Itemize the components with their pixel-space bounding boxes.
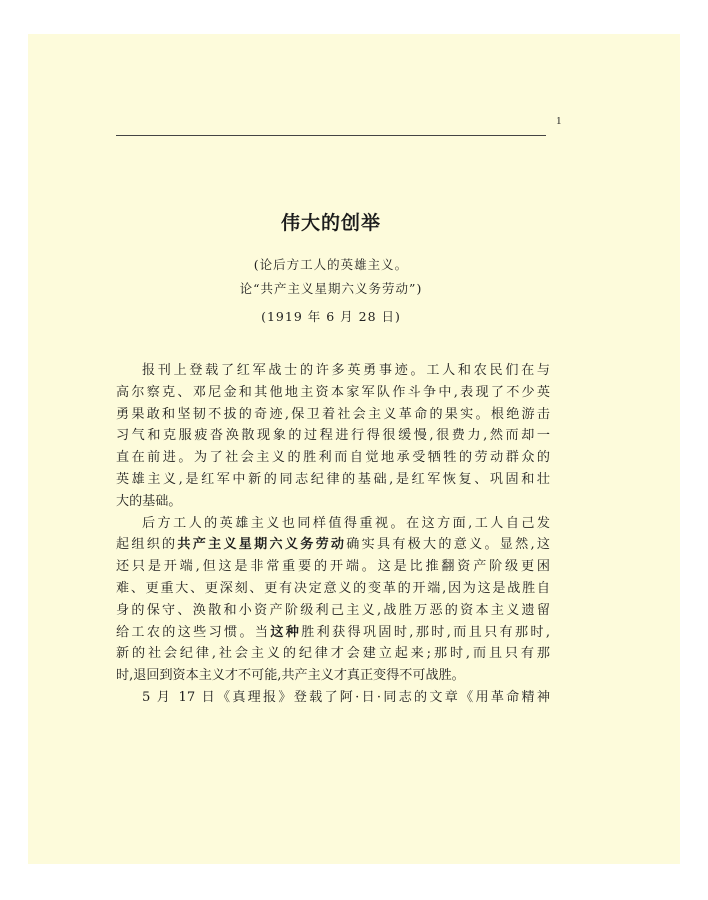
body-text: 胜利获得巩固时,那时,而且只有那时,	[301, 624, 550, 640]
body-text: 给工农的这些习惯。当	[116, 624, 271, 640]
body-line: 难、更重大、更深刻、更有决定意义的变革的开端,因为这是战胜自	[116, 580, 550, 596]
body-line: 新的社会纪律,社会主义的纪律才会建立起来;那时,而且只有那	[116, 646, 550, 662]
body-line: 5 月 17 日《真理报》登载了阿·日·同志的文章《用革命精神	[142, 689, 550, 705]
body-line: 英雄主义,是红军中新的同志纪律的基础,是红军恢复、巩固和壮	[116, 471, 550, 487]
subtitle-line-2: 论“共产主义星期六义务劳动”)	[239, 281, 423, 296]
body-line: 报刊上登载了红军战士的许多英勇事迹。工人和农民们在与	[142, 363, 550, 378]
emphasized-term: 这种	[270, 624, 302, 640]
body-line	[116, 622, 550, 644]
body-text: 起组织的	[116, 537, 178, 553]
body-line: 还只是开端,但这是非常重要的开端。这是比推翻资产阶级更困	[116, 559, 550, 575]
body-line: 时,退回到资本主义才不可能,共产主义才真正变得不可战胜。	[116, 668, 465, 684]
article-body	[116, 360, 550, 709]
body-line: 大的基础。	[116, 493, 182, 509]
header-rule	[116, 135, 546, 136]
body-line: 身的保守、涣散和小资产阶级利己主义,战胜万恶的资本主义遗留	[116, 602, 550, 618]
article-date: (1919 年 6 月 28 日)	[261, 309, 401, 324]
body-line: 勇果敢和坚韧不拔的奇迹,保卫着社会主义革命的果实。根绝游击	[116, 406, 550, 422]
body-line: 习气和克服疲沓涣散现象的过程进行得很缓慢,很费力,然而却一	[116, 428, 550, 444]
body-text: 确实具有极大的意义。显然,这	[346, 537, 550, 553]
page-number: 1	[556, 115, 562, 127]
subtitle-line-1: (论后方工人的英雄主义。	[253, 257, 409, 272]
body-line: 高尔察克、邓尼金和其他地主资本家军队作斗争中,表现了不少英	[116, 384, 550, 400]
body-line: 直在前进。为了社会主义的胜利而自觉地承受牺牲的劳动群众的	[116, 450, 550, 466]
emphasized-term: 共产主义星期六义务劳动	[177, 537, 347, 553]
article-title: 伟大的创举	[280, 212, 381, 234]
body-line: 后方工人的英雄主义也同样值得重视。在这方面,工人自己发	[142, 515, 550, 531]
body-line	[116, 534, 550, 556]
